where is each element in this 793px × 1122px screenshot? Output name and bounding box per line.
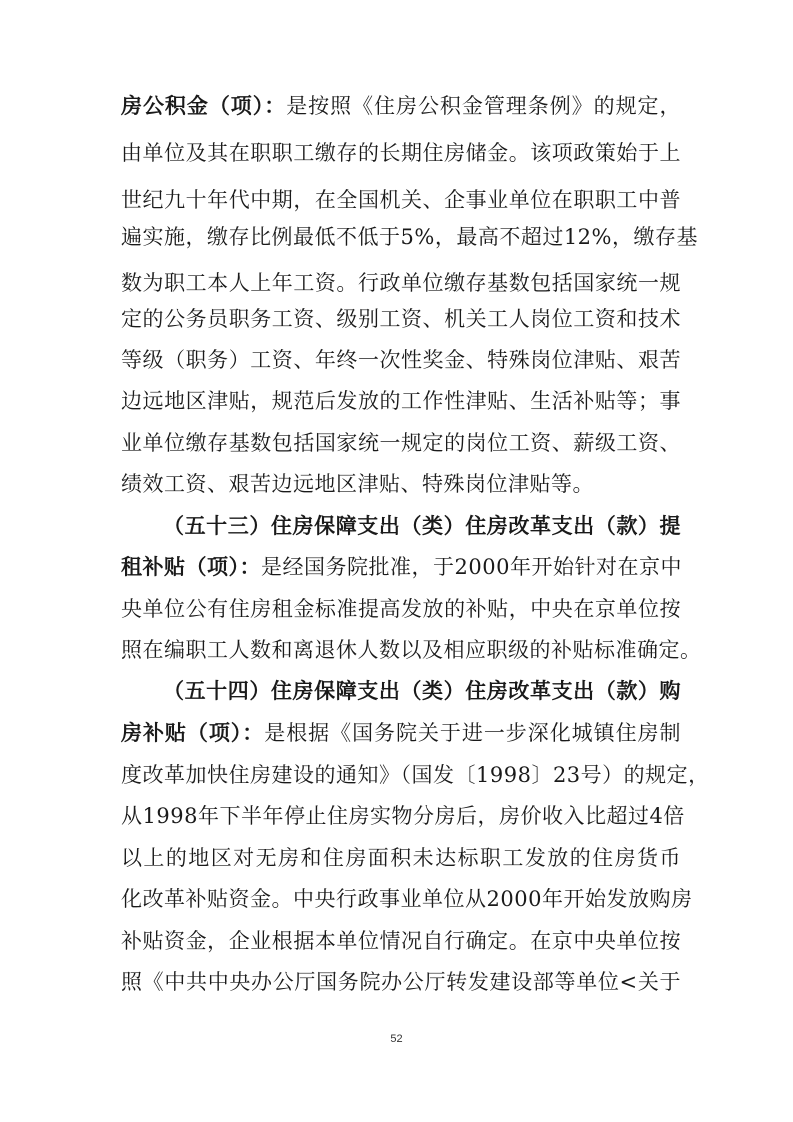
item-text: 等级（职务）工资、年终一次性奖金、特殊岗位津贴、艰苦 [121, 348, 681, 372]
item-text: 绩效工资、艰苦边远地区津贴、特殊岗位津贴等。 [121, 472, 594, 496]
item-text: 由单位及其在职职工缴存的长期住房储金。该项政策始于上 [121, 141, 681, 165]
item-heading: （五十三）住房保障支出（类）住房改革支出（款）提 [163, 513, 681, 538]
text-line [121, 969, 681, 995]
item-text: 央单位公有住房租金标准提高发放的补贴，中央在京单位按 [121, 597, 681, 621]
text-line [121, 270, 681, 296]
text-line [121, 928, 681, 954]
item-heading: 租补贴（项）： [121, 554, 261, 579]
item-text: 世纪九十年代中期，在全国机关、企事业单位在职职工中普 [121, 188, 681, 212]
item-text: 边远地区津贴，规范后发放的工作性津贴、生活补贴等；事 [121, 389, 681, 413]
item-text: 照《中共中央办公厅国务院办公厅转发建设部等单位<关于 [121, 970, 681, 994]
item-text: 从1998年下半年停止住房实物分房后，房价收入比超过4倍 [121, 804, 685, 828]
item-text: 是按照《住房公积金管理条例》的规定， [286, 94, 682, 118]
text-line [121, 224, 698, 250]
item-text: 是根据《国务院关于进一步深化城镇住房制 [264, 721, 682, 745]
text-line [121, 637, 702, 663]
text-line [121, 720, 681, 746]
text-line [121, 306, 681, 332]
item-text: 是经国务院批准，于2000年开始针对在京中 [261, 555, 682, 579]
text-line [121, 886, 693, 912]
text-line [121, 347, 681, 373]
text-line [121, 762, 710, 788]
text-line [121, 845, 681, 871]
text-line [121, 803, 685, 829]
text-line [121, 554, 681, 580]
text-line [121, 471, 681, 497]
item-heading: 房补贴（项）： [121, 720, 265, 745]
item-text: 业单位缴存基数包括国家统一规定的岗位工资、薪级工资、 [121, 431, 681, 455]
item-text: 遍实施，缴存比例最低不低于5%，最高不超过12%，缴存基 [121, 225, 698, 249]
item-text: 补贴资金，企业根据本单位情况自行确定。在京中央单位按 [121, 929, 681, 953]
item-text: 定的公务员职务工资、级别工资、机关工人岗位工资和技术 [121, 307, 681, 331]
item-text: 化改革补贴资金。中央行政事业单位从2000年开始发放购房 [121, 887, 693, 911]
item-text: 以上的地区对无房和住房面积未达标职工发放的住房货币 [121, 846, 681, 870]
section-heading-53 [163, 513, 681, 539]
text-line [121, 187, 681, 213]
text-line [121, 140, 681, 166]
text-line [121, 430, 681, 456]
text-line [121, 596, 681, 622]
item-text: 照在编职工人数和离退休人数以及相应职级的补贴标准确定。 [121, 638, 702, 662]
page-number: 52 [390, 1033, 403, 1045]
section-heading-54 [163, 678, 681, 704]
text-line [121, 93, 681, 119]
text-line [121, 388, 681, 414]
item-heading: （五十四）住房保障支出（类）住房改革支出（款）购 [163, 678, 681, 703]
item-text: 数为职工本人上年工资。行政单位缴存基数包括国家统一规 [121, 271, 681, 295]
item-heading: 房公积金（项）： [121, 93, 287, 118]
item-text: 度改革加快住房建设的通知》（国发〔1998〕23号）的规定， [121, 763, 710, 787]
